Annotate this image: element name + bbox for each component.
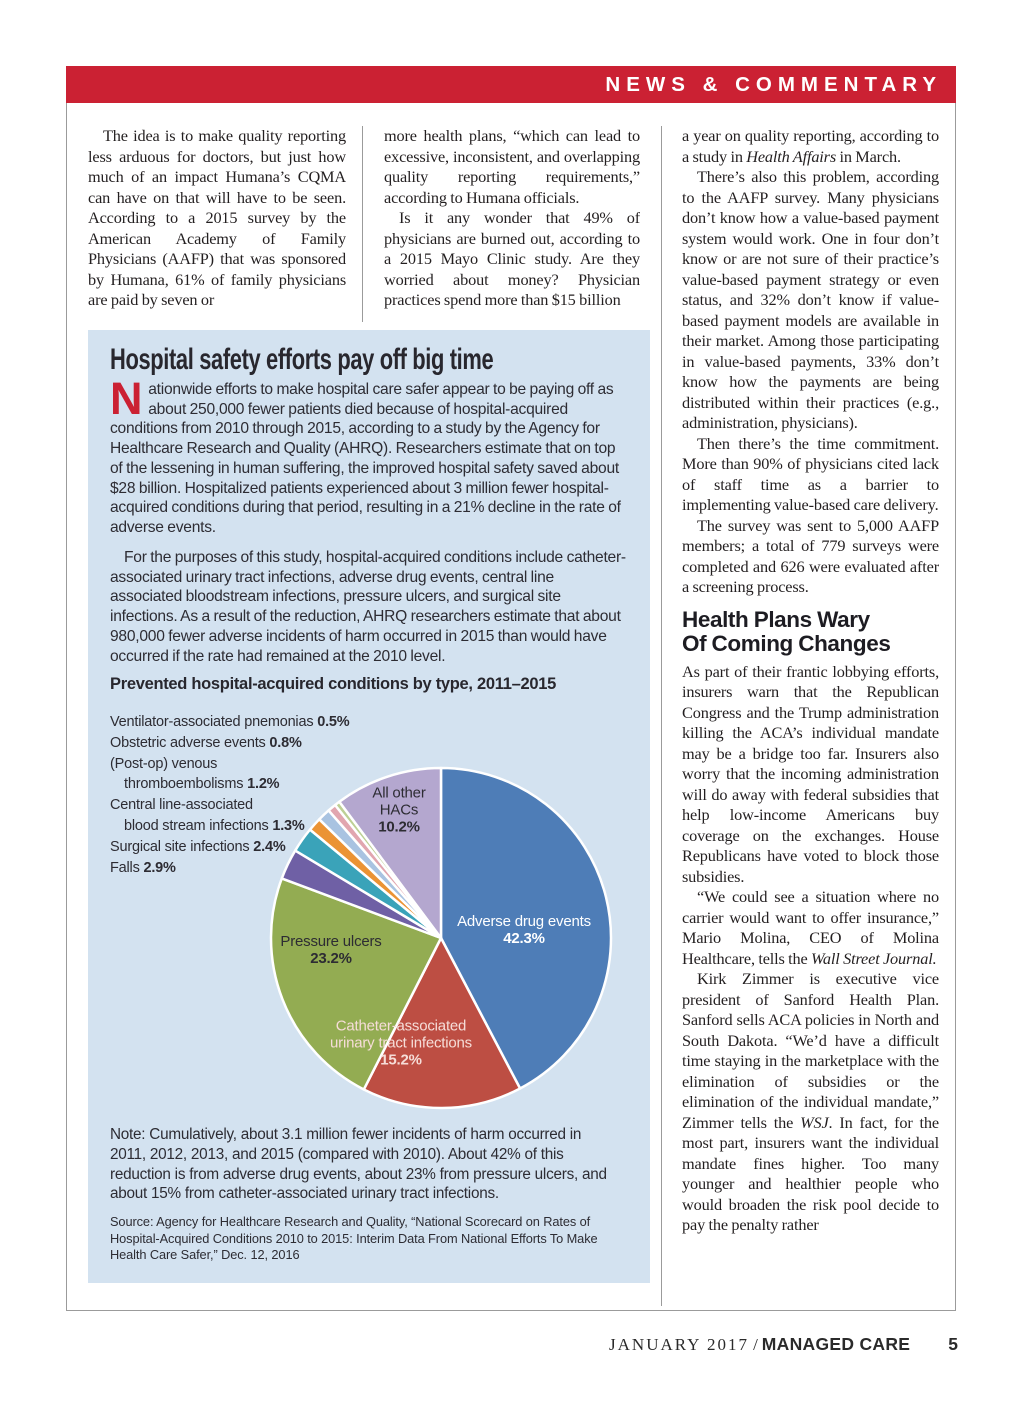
chart-note: Note: Cumulatively, about 3.1 million fewer incidents of harm occurred in 2011, 2012, 2013, and 2015 (compared with 2010). About 42% of this reduction is from adverse drug events, about 23% from pressure ulcers, and about 15% from catheter-associated urinary tract infections. [110,1126,607,1203]
column-1 [88,126,346,326]
legend-item: (Post-op) venous thromboembolisms 1.2% [110,755,280,793]
paragraph: The survey was sent to 5,000 AAFP members; a total of 779 surveys were completed and 626 were evaluated after a screening process. [682,515,939,596]
legend-item: Central line-associated blood stream infections 1.3% [110,797,305,834]
legend-item: Surgical site infections 2.4% [110,838,286,855]
article-heading: Health Plans Wary Of Coming Changes [682,606,891,656]
footer-separator: / [753,1335,758,1354]
dropcap: N [110,373,143,424]
chart-title: Prevented hospital-acquired conditions by type, 2011–2015 [110,675,556,693]
legend-item: Ventilator-associated pnemonias 0.5% [110,714,350,730]
column-rule [362,126,363,322]
section-header-bar [66,66,956,103]
pie-inside-label: Adverse drug events 42.3% [457,913,591,947]
paragraph: As part of their frantic lobbying efforts, insurers warn that the Republican Congress and the Trump administration killing the ACA’s individual mandate may be a bridge too far. Insurers also worry that the incoming administration will do away with federal subsidies that help low-income Americans buy coverage on the exchanges. House Republicans have voted to block those subsidies. [682,661,939,886]
paragraph: Kirk Zimmer is executive vice president of Sanford Health Plan. Sanford sells ACA policies in North and South Dakota. “We’d have a difficult time staying in the marketplace with the elimination of subsidies or the elimination of the individual mandate,” Zimmer tells the WSJ. In fact, for the most part, insurers want the individual mandate fines higher. Too many younger and healthier people who would broaden the risk pool decide to pay the penalty rather [682,969,939,1234]
column-3-bottom [682,662,939,1236]
paragraph: The idea is to make quality reporting less arduous for doctors, but just how much of an impact Humana’s CQMA can have on that will have to be seen. According to a 2015 survey by the American Academy of Family Physicians (AAFP) that was sponsored by Humana, 61% of family physicians are paid by seven or [88,126,346,309]
sidebar-paragraph-2: For the purposes of this study, hospital-acquired conditions include catheter-associated urinary tract infections, adverse drug events, central line associated bloodstream infections, pressure ulcers, and surgical site infections. As a result of the reduction, AHRQ researchers estimate that about 980,000 fewer adverse incidents of harm occurred in 2015 than would have occurred if the rate had remained at the 2010 level. [110,549,626,665]
column-rule [661,126,662,1306]
pie-legend [110,712,375,878]
column-3-top [682,126,939,598]
sidebar-paragraph-1: Nationwide efforts to make hospital care safer appear to be paying off as about 250,000 fewer patients died because of hospital-acquired conditions from 2010 through 2015, according to a study by the Agency for Healthcare Research and Quality (AHRQ). Researchers estimate that on top of the lessening in human suffering, the improved hospital safety saved about $28 billion. Hospitalized patients experienced about 3 million fewer hospital-acquired conditions during that period, resulting in a 21% decline in the rate of adverse events. [110,373,621,536]
pie-inside-label: Catheter-associated urinary tract infections 15.2% [330,1017,472,1069]
paragraph: Then there’s the time commitment. More than 90% of physicians cited lack of staff time as a barrier to implementing value-based care delivery. [682,433,939,514]
paragraph: “We could see a situation where no carrier would want to offer insurance,” Mario Molina, CEO of Molina Healthcare, tells the Wall Street Journal. [682,887,939,968]
paragraph: a year on quality reporting, according to a study in Health Affairs in March. [682,126,939,166]
pie-inside-label: Pressure ulcers 23.2% [280,933,382,967]
pie-inside-label: All other HACs 10.2% [372,784,426,836]
paragraph: There’s also this problem, according to the AAFP survey. Many physicians don’t know how a value-based payment system would work. One in four don’t know or are not sure of their practice’s value-based payment strategy or even status, and 32% don’t know if value-based payment models are available in their market. Among those participating in value-based payments, 33% don’t know how the payments are being distributed within their practices (e.g., administration, physicians). [682,167,939,432]
legend-item: Obstetric adverse events 0.8% [110,734,302,751]
section-title: NEWS & COMMENTARY [605,73,942,96]
column-3 [682,126,939,1306]
sidebar-title: Hospital safety efforts pay off big time [110,343,494,376]
paragraph: Is it any wonder that 49% of physicians are burned out, according to a 2015 Mayo Clinic study. Are they worried about money? Physician practices spend more than $15 billion [384,208,640,309]
sidebar-box [88,330,650,1283]
page-number: 5 [948,1334,958,1354]
column-2 [384,126,640,326]
page-footer [609,1334,958,1355]
footer-date: JANUARY 2017 [609,1335,750,1354]
footer-magazine: MANAGED CARE [761,1334,911,1354]
chart-source: Source: Agency for Healthcare Research and Quality, “National Scorecard on Rates of Hospital-Acquired Conditions 2010 to 2015: Interim Data From National Efforts To Make Health Care Safer,” Dec. 12, 2016 [110,1214,598,1262]
legend-item: Falls 2.9% [110,859,176,876]
paragraph: more health plans, “which can lead to excessive, inconsistent, and overlapping quality reporting requirements,” according to Humana officials. [384,126,640,207]
